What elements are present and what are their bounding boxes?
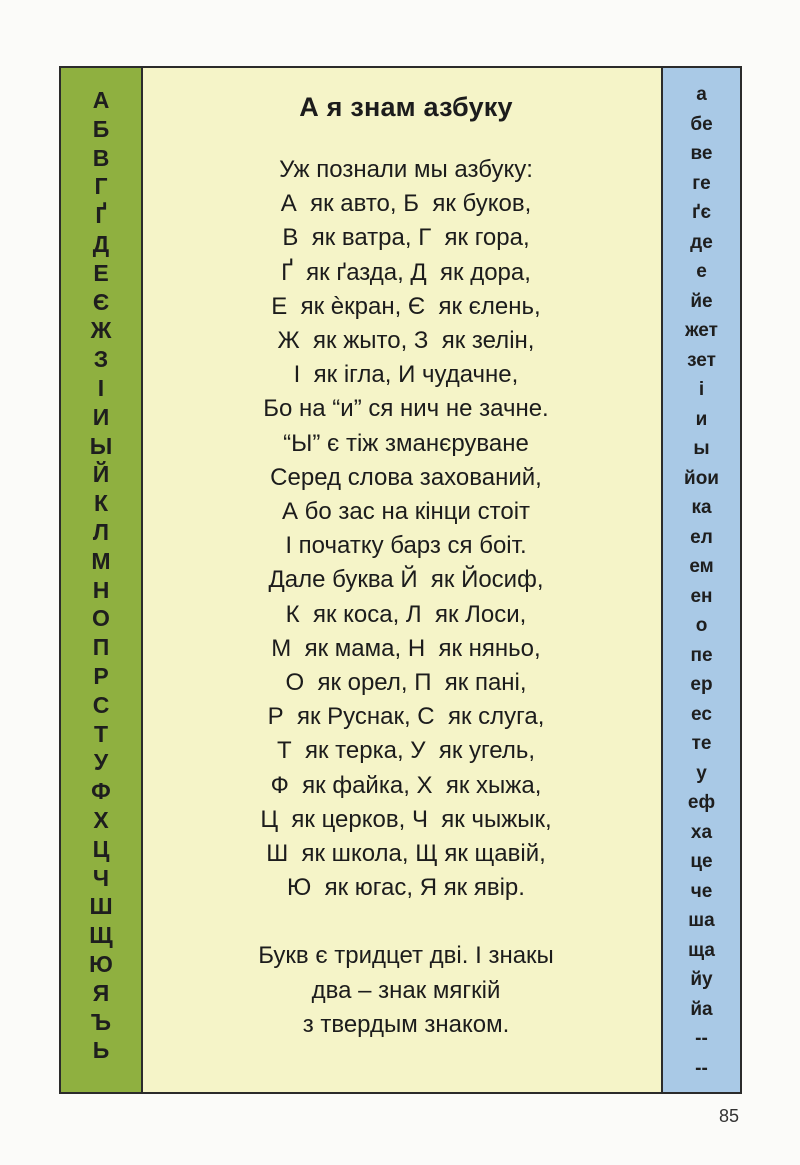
closing-line: з твердым знаком. bbox=[302, 1010, 510, 1038]
letter-name: зет bbox=[687, 349, 716, 371]
letter-name: че bbox=[690, 880, 713, 902]
uppercase-letter: Х bbox=[93, 806, 109, 833]
uppercase-letter: К bbox=[93, 490, 109, 517]
poem-line: Бо на “и” ся нич не зачне. bbox=[263, 395, 549, 423]
letter-name: ел bbox=[690, 526, 713, 548]
alphabet-page-frame bbox=[59, 66, 742, 1094]
uppercase-letter: З bbox=[93, 346, 109, 373]
letter-name: ха bbox=[690, 821, 713, 843]
poem-line: Т як терка, У як угель, bbox=[277, 737, 535, 765]
uppercase-letters-column bbox=[61, 68, 143, 1092]
uppercase-letter: Й bbox=[92, 461, 110, 488]
uppercase-letter: Я bbox=[92, 979, 110, 1006]
letter-name: йу bbox=[690, 969, 713, 990]
poem-body bbox=[151, 153, 661, 905]
uppercase-letter: Ы bbox=[89, 432, 113, 459]
letter-name: ґє bbox=[692, 202, 711, 223]
poem-line: Е як ѐкран, Є як єлень, bbox=[271, 292, 541, 320]
letter-name: у bbox=[696, 762, 707, 784]
letter-name: е bbox=[696, 261, 707, 282]
poem-line: Уж познали мы азбуку: bbox=[279, 156, 533, 183]
closing-line: Букв є тридцет дві. І знакы bbox=[258, 942, 554, 970]
uppercase-letter: Ъ bbox=[90, 1008, 111, 1035]
letter-name: ен bbox=[690, 585, 713, 607]
letter-name: ем bbox=[689, 556, 714, 577]
poem-title: А я знам азбуку bbox=[299, 92, 513, 122]
uppercase-letter: Н bbox=[92, 576, 110, 603]
letter-names-column bbox=[661, 68, 740, 1092]
uppercase-letter: Г bbox=[94, 173, 108, 200]
letter-name: де bbox=[690, 231, 713, 253]
letter-name: ка bbox=[691, 497, 712, 518]
letter-name: ша bbox=[688, 910, 715, 931]
uppercase-letter: Ґ bbox=[95, 202, 107, 229]
uppercase-letter: М bbox=[91, 547, 111, 574]
letter-name: йа bbox=[690, 998, 713, 1020]
poem-line: Ж як жыто, З як зелін, bbox=[277, 327, 535, 355]
poem-line: Ш як школа, Щ як щавій, bbox=[266, 840, 546, 868]
uppercase-letter: Є bbox=[92, 288, 110, 315]
uppercase-letter: Ч bbox=[92, 864, 110, 891]
closing-line: два – знак мягкій bbox=[311, 976, 501, 1004]
poem-closing bbox=[151, 939, 661, 1042]
uppercase-letter: В bbox=[92, 144, 110, 171]
poem-line: “Ы” є тіж зманєруване bbox=[283, 429, 529, 457]
letter-name: и bbox=[695, 408, 708, 430]
uppercase-letter: Е bbox=[93, 259, 109, 286]
uppercase-letter: О bbox=[92, 605, 110, 632]
poem-line: Ґ як ґазда, Д як дора, bbox=[281, 258, 531, 286]
page-number: 85 bbox=[719, 1106, 740, 1126]
letter-name: -- bbox=[695, 1057, 708, 1079]
uppercase-letter: Ю bbox=[89, 950, 113, 977]
uppercase-letter: Ж bbox=[90, 317, 112, 344]
uppercase-letter: Щ bbox=[89, 922, 113, 949]
uppercase-letter: І bbox=[97, 374, 105, 401]
uppercase-letter: Ь bbox=[92, 1037, 110, 1064]
letter-name: йои bbox=[684, 467, 719, 489]
uppercase-letter: И bbox=[92, 403, 110, 430]
poem-panel bbox=[143, 68, 661, 1092]
letter-name: пе bbox=[690, 644, 713, 666]
poem-line: Р як Руснак, С як слуга, bbox=[267, 703, 545, 731]
poem-line: М як мама, Н як няньо, bbox=[271, 634, 541, 662]
uppercase-letter: Л bbox=[92, 518, 110, 545]
uppercase-letter: П bbox=[92, 634, 110, 661]
letter-name: бе bbox=[690, 113, 713, 135]
poem-line: Ц як церков, Ч як чыжык, bbox=[260, 805, 552, 833]
uppercase-letter: У bbox=[93, 749, 109, 776]
uppercase-letter: Б bbox=[92, 115, 110, 142]
letter-name: те bbox=[691, 733, 712, 754]
letter-name: -- bbox=[695, 1028, 708, 1049]
uppercase-letter: С bbox=[92, 691, 110, 718]
poem-line: І як ігла, И чудачне, bbox=[293, 361, 519, 389]
poem-line: К як коса, Л як Лоси, bbox=[285, 600, 527, 628]
uppercase-letter: Р bbox=[93, 662, 109, 689]
poem-line: О як орел, П як пані, bbox=[285, 669, 527, 697]
poem-line: А як авто, Б як буков, bbox=[280, 190, 532, 218]
letter-name: ы bbox=[693, 438, 710, 459]
letter-name: еф bbox=[687, 792, 716, 813]
letter-name: ве bbox=[690, 143, 713, 164]
poem-line: А бо зас на кінци стоіт bbox=[281, 498, 531, 526]
uppercase-letter: А bbox=[92, 87, 110, 113]
uppercase-letter: Ш bbox=[89, 893, 113, 920]
poem-line: Серед слова захований, bbox=[270, 463, 542, 491]
letter-name: ге bbox=[692, 172, 711, 194]
uppercase-letter: Д bbox=[92, 230, 110, 257]
letter-name: а bbox=[696, 84, 707, 105]
letter-name: ер bbox=[690, 674, 713, 695]
letter-name: о bbox=[695, 615, 708, 636]
uppercase-letter: Т bbox=[93, 720, 109, 747]
poem-line: Дале буква Й як Йосиф, bbox=[268, 566, 544, 594]
letter-name: жет bbox=[685, 320, 718, 341]
uppercase-letter: Ц bbox=[92, 835, 110, 862]
poem-line: Ф як файка, Х як хыжа, bbox=[270, 771, 542, 799]
letter-name: ес bbox=[691, 703, 712, 725]
letter-name: це bbox=[690, 851, 713, 872]
letter-name: ща bbox=[688, 939, 715, 961]
letter-name: і bbox=[698, 379, 705, 400]
poem-line: В як ватра, Г як гора, bbox=[282, 224, 530, 252]
poem-line: І початку барз ся боіт. bbox=[285, 532, 527, 560]
uppercase-letter: Ф bbox=[91, 778, 111, 805]
poem-line: Ю як югас, Я як явір. bbox=[287, 874, 525, 902]
letter-name: йе bbox=[690, 290, 713, 312]
